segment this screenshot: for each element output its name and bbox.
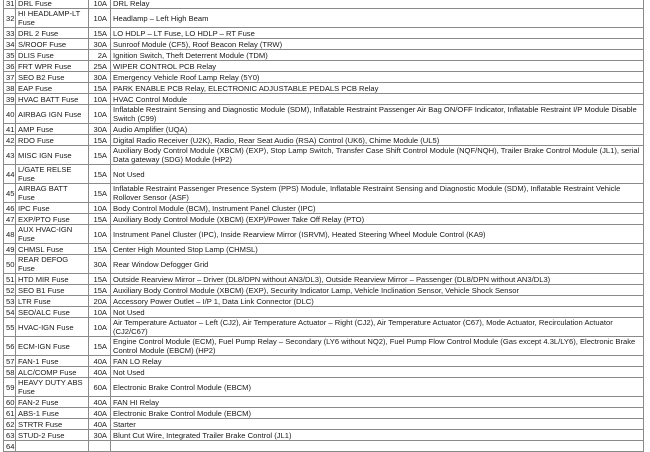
fuse-rating: 40A (89, 367, 111, 378)
table-row (4, 285, 644, 296)
table-row (4, 28, 644, 39)
table-row (4, 244, 644, 255)
table-row (4, 274, 644, 285)
fuse-name: ABS-1 Fuse (16, 408, 89, 419)
fuse-number: 40 (4, 105, 16, 124)
fuse-rating: 15A (89, 285, 111, 296)
table-row (4, 146, 644, 165)
fuse-rating: 2A (89, 50, 111, 61)
table-row (4, 203, 644, 214)
fuse-rating: 25A (89, 61, 111, 72)
table-row (4, 9, 644, 28)
fuse-name: EXP/PTO Fuse (16, 214, 89, 225)
fuse-name: SEO B1 Fuse (16, 285, 89, 296)
fuse-rating: 40A (89, 356, 111, 367)
table-row (4, 225, 644, 244)
table-row (4, 419, 644, 430)
fuse-circuit: Ignition Switch, Theft Deterrent Module (TDM) (111, 50, 644, 61)
table-row (4, 135, 644, 146)
fuse-number: 48 (4, 225, 16, 244)
fuse-circuit: Digital Radio Receiver (U2K), Radio, Rear Seat Audio (RSA) Control (UK6), Chime Module (UL5) (111, 135, 644, 146)
fuse-number: 61 (4, 408, 16, 419)
fuse-rating: 15A (89, 214, 111, 225)
fuse-circuit: Auxiliary Body Control Module (XBCM) (EXP)/Power Take Off Relay (PTO) (111, 214, 644, 225)
fuse-name: RDO Fuse (16, 135, 89, 146)
table-row (4, 61, 644, 72)
fuse-name: REAR DEFOG Fuse (16, 255, 89, 274)
fuse-number: 39 (4, 94, 16, 105)
fuse-rating: 30A (89, 72, 111, 83)
fuse-number: 36 (4, 61, 16, 72)
table-row (4, 337, 644, 356)
fuse-circuit: Not Used (111, 307, 644, 318)
fuse-circuit: Outside Rearview Mirror – Driver (DL8/DPN without AN3/DL3), Outside Rearview Mirror – Passenger (DL8/DPN without AN3/DL3) (111, 274, 644, 285)
fuse-name: AIRBAG BATT Fuse (16, 184, 89, 203)
fuse-rating (89, 441, 111, 452)
fuse-rating: 40A (89, 419, 111, 430)
fuse-number: 44 (4, 165, 16, 184)
fuse-rating: 30A (89, 430, 111, 441)
table-row (4, 408, 644, 419)
fuse-circuit: DRL Relay (111, 0, 644, 9)
fuse-circuit: Audio Amplifier (UQA) (111, 124, 644, 135)
fuse-circuit: Rear Window Defogger Grid (111, 255, 644, 274)
table-row (4, 124, 644, 135)
fuse-number: 58 (4, 367, 16, 378)
fuse-name: AIRBAG IGN Fuse (16, 105, 89, 124)
table-row (4, 367, 644, 378)
fuse-name: EAP Fuse (16, 83, 89, 94)
fuse-circuit: Electronic Brake Control Module (EBCM) (111, 378, 644, 397)
fuse-name: IPC Fuse (16, 203, 89, 214)
fuse-circuit: Engine Control Module (ECM), Fuel Pump Relay – Secondary (LY6 without NQ2), Fuel Pump Flow Control Module (Gas except 4.3L/LY6), Electronic Brake Control Module (EBCM) (HP2) (111, 337, 644, 356)
fuse-name: S/ROOF Fuse (16, 39, 89, 50)
fuse-circuit: PARK ENABLE PCB Relay, ELECTRONIC ADJUSTABLE PEDALS PCB Relay (111, 83, 644, 94)
fuse-circuit: Emergency Vehicle Roof Lamp Relay (5Y0) (111, 72, 644, 83)
fuse-number: 63 (4, 430, 16, 441)
fuse-circuit: LO HDLP – LT Fuse, LO HDLP – RT Fuse (111, 28, 644, 39)
fuse-number: 56 (4, 337, 16, 356)
fuse-circuit: Electronic Brake Control Module (EBCM) (111, 408, 644, 419)
fuse-name: HTD MIR Fuse (16, 274, 89, 285)
table-row (4, 83, 644, 94)
fuse-rating: 15A (89, 83, 111, 94)
fuse-number: 57 (4, 356, 16, 367)
fuse-rating: 15A (89, 244, 111, 255)
table-row (4, 39, 644, 50)
table-row (4, 214, 644, 225)
fuse-number: 34 (4, 39, 16, 50)
fuse-circuit: Not Used (111, 165, 644, 184)
fuse-name: AMP Fuse (16, 124, 89, 135)
fuse-name: MISC IGN Fuse (16, 146, 89, 165)
fuse-circuit: Inflatable Restraint Passenger Presence System (PPS) Module, Inflatable Restraint Sensing and Diagnostic Module (SDM), Inflatable Restraint Vehicle Rollover Sensor (ASF) (111, 184, 644, 203)
table-row (4, 307, 644, 318)
fuse-name: FAN-1 Fuse (16, 356, 89, 367)
fuse-number: 43 (4, 146, 16, 165)
fuse-number: 60 (4, 397, 16, 408)
fuse-rating: 10A (89, 9, 111, 28)
fuse-number: 46 (4, 203, 16, 214)
fuse-rating: 30A (89, 255, 111, 274)
fuse-name: STUD-2 Fuse (16, 430, 89, 441)
fuse-name: DLIS Fuse (16, 50, 89, 61)
fuse-name: CHMSL Fuse (16, 244, 89, 255)
fuse-circuit: Instrument Panel Cluster (IPC), Inside Rearview Mirror (ISRVM), Heated Steering Wheel Module Control (KA9) (111, 225, 644, 244)
fuse-rating: 15A (89, 184, 111, 203)
fuse-rating: 60A (89, 378, 111, 397)
fuse-name: ECM-IGN Fuse (16, 337, 89, 356)
table-row (4, 441, 644, 452)
fuse-rating: 15A (89, 274, 111, 285)
fuse-name: SEO/ALC Fuse (16, 307, 89, 318)
table-row (4, 318, 644, 337)
fuse-circuit: Accessory Power Outlet – I/P 1, Data Link Connector (DLC) (111, 296, 644, 307)
fuse-circuit: WIPER CONTROL PCB Relay (111, 61, 644, 72)
table-row (4, 50, 644, 61)
fuse-rating: 15A (89, 146, 111, 165)
fuse-name: AUX HVAC-IGN Fuse (16, 225, 89, 244)
fuse-name: STRTR Fuse (16, 419, 89, 430)
fuse-circuit: Not Used (111, 367, 644, 378)
fuse-circuit: Auxiliary Body Control Module (XBCM) (EXP), Stop Lamp Switch, Transfer Case Shift Control Module (NQF/NQH), Trailer Brake Control Module (JL1), serial Data gateway (SDG) Module (HP2) (111, 146, 644, 165)
fuse-rating: 20A (89, 296, 111, 307)
fuse-rating: 15A (89, 28, 111, 39)
fuse-number: 47 (4, 214, 16, 225)
fuse-number: 45 (4, 184, 16, 203)
fuse-number: 35 (4, 50, 16, 61)
table-row (4, 184, 644, 203)
fuse-circuit: Body Control Module (BCM), Instrument Panel Cluster (IPC) (111, 203, 644, 214)
fuse-name: SEO B2 Fuse (16, 72, 89, 83)
fuse-name: DRL Fuse (16, 0, 89, 9)
fuse-circuit: FAN LO Relay (111, 356, 644, 367)
fuse-name: FAN-2 Fuse (16, 397, 89, 408)
table-row (4, 255, 644, 274)
table-row (4, 356, 644, 367)
fuse-name: HVAC-IGN Fuse (16, 318, 89, 337)
fuse-name: ALC/COMP Fuse (16, 367, 89, 378)
fuse-circuit: Air Temperature Actuator – Left (CJ2), Air Temperature Actuator – Right (CJ2), Air Temperature Actuator (C67), Mode Actuator, Recirculation Actuator (CJ2/C67) (111, 318, 644, 337)
fuse-rating: 10A (89, 225, 111, 244)
fuse-table (3, 0, 644, 452)
fuse-circuit: Center High Mounted Stop Lamp (CHMSL) (111, 244, 644, 255)
fuse-number: 55 (4, 318, 16, 337)
fuse-rating: 30A (89, 39, 111, 50)
fuse-name (16, 441, 89, 452)
table-row (4, 0, 644, 9)
fuse-name: DRL 2 Fuse (16, 28, 89, 39)
fuse-number: 64 (4, 441, 16, 452)
table-row (4, 430, 644, 441)
table-row (4, 72, 644, 83)
fuse-circuit: Inflatable Restraint Sensing and Diagnostic Module (SDM), Inflatable Restraint Passenger Air Bag ON/OFF Indicator, Inflatable Restraint I/P Module Disable Switch (C99) (111, 105, 644, 124)
table-row (4, 94, 644, 105)
table-row (4, 378, 644, 397)
fuse-name: LTR Fuse (16, 296, 89, 307)
table-row (4, 296, 644, 307)
fuse-name: FRT WPR Fuse (16, 61, 89, 72)
fuse-number: 38 (4, 83, 16, 94)
table-row (4, 165, 644, 184)
fuse-number: 42 (4, 135, 16, 146)
fuse-circuit: HVAC Control Module (111, 94, 644, 105)
fuse-rating: 15A (89, 165, 111, 184)
fuse-name: HVAC BATT Fuse (16, 94, 89, 105)
fuse-number: 50 (4, 255, 16, 274)
fuse-circuit: Blunt Cut Wire, Integrated Trailer Brake Control (JL1) (111, 430, 644, 441)
fuse-number: 59 (4, 378, 16, 397)
fuse-rating: 30A (89, 124, 111, 135)
fuse-rating: 15A (89, 135, 111, 146)
fuse-rating: 40A (89, 408, 111, 419)
fuse-name: HEAVY DUTY ABS Fuse (16, 378, 89, 397)
fuse-circuit: FAN HI Relay (111, 397, 644, 408)
table-row (4, 397, 644, 408)
fuse-number: 52 (4, 285, 16, 296)
fuse-name: L/GATE RELSE Fuse (16, 165, 89, 184)
fuse-rating: 15A (89, 337, 111, 356)
fuse-number: 53 (4, 296, 16, 307)
fuse-circuit: Starter (111, 419, 644, 430)
fuse-number: 49 (4, 244, 16, 255)
fuse-circuit (111, 441, 644, 452)
fuse-rating: 10A (89, 203, 111, 214)
fuse-number: 31 (4, 0, 16, 9)
fuse-rating: 40A (89, 397, 111, 408)
fuse-rating: 10A (89, 94, 111, 105)
fuse-circuit: Sunroof Module (CF5), Roof Beacon Relay (TRW) (111, 39, 644, 50)
fuse-rating: 10A (89, 318, 111, 337)
fuse-circuit: Auxiliary Body Control Module (XBCM) (EXP), Security Indicator Lamp, Vehicle Inclination Sensor, Vehicle Shock Sensor (111, 285, 644, 296)
fuse-circuit: Headlamp – Left High Beam (111, 9, 644, 28)
fuse-rating: 10A (89, 0, 111, 9)
fuse-number: 33 (4, 28, 16, 39)
fuse-number: 32 (4, 9, 16, 28)
fuse-number: 51 (4, 274, 16, 285)
fuse-number: 54 (4, 307, 16, 318)
fuse-rating: 10A (89, 105, 111, 124)
fuse-rating: 10A (89, 307, 111, 318)
fuse-number: 62 (4, 419, 16, 430)
fuse-name: HI HEADLAMP-LT Fuse (16, 9, 89, 28)
table-row (4, 105, 644, 124)
fuse-number: 37 (4, 72, 16, 83)
fuse-number: 41 (4, 124, 16, 135)
